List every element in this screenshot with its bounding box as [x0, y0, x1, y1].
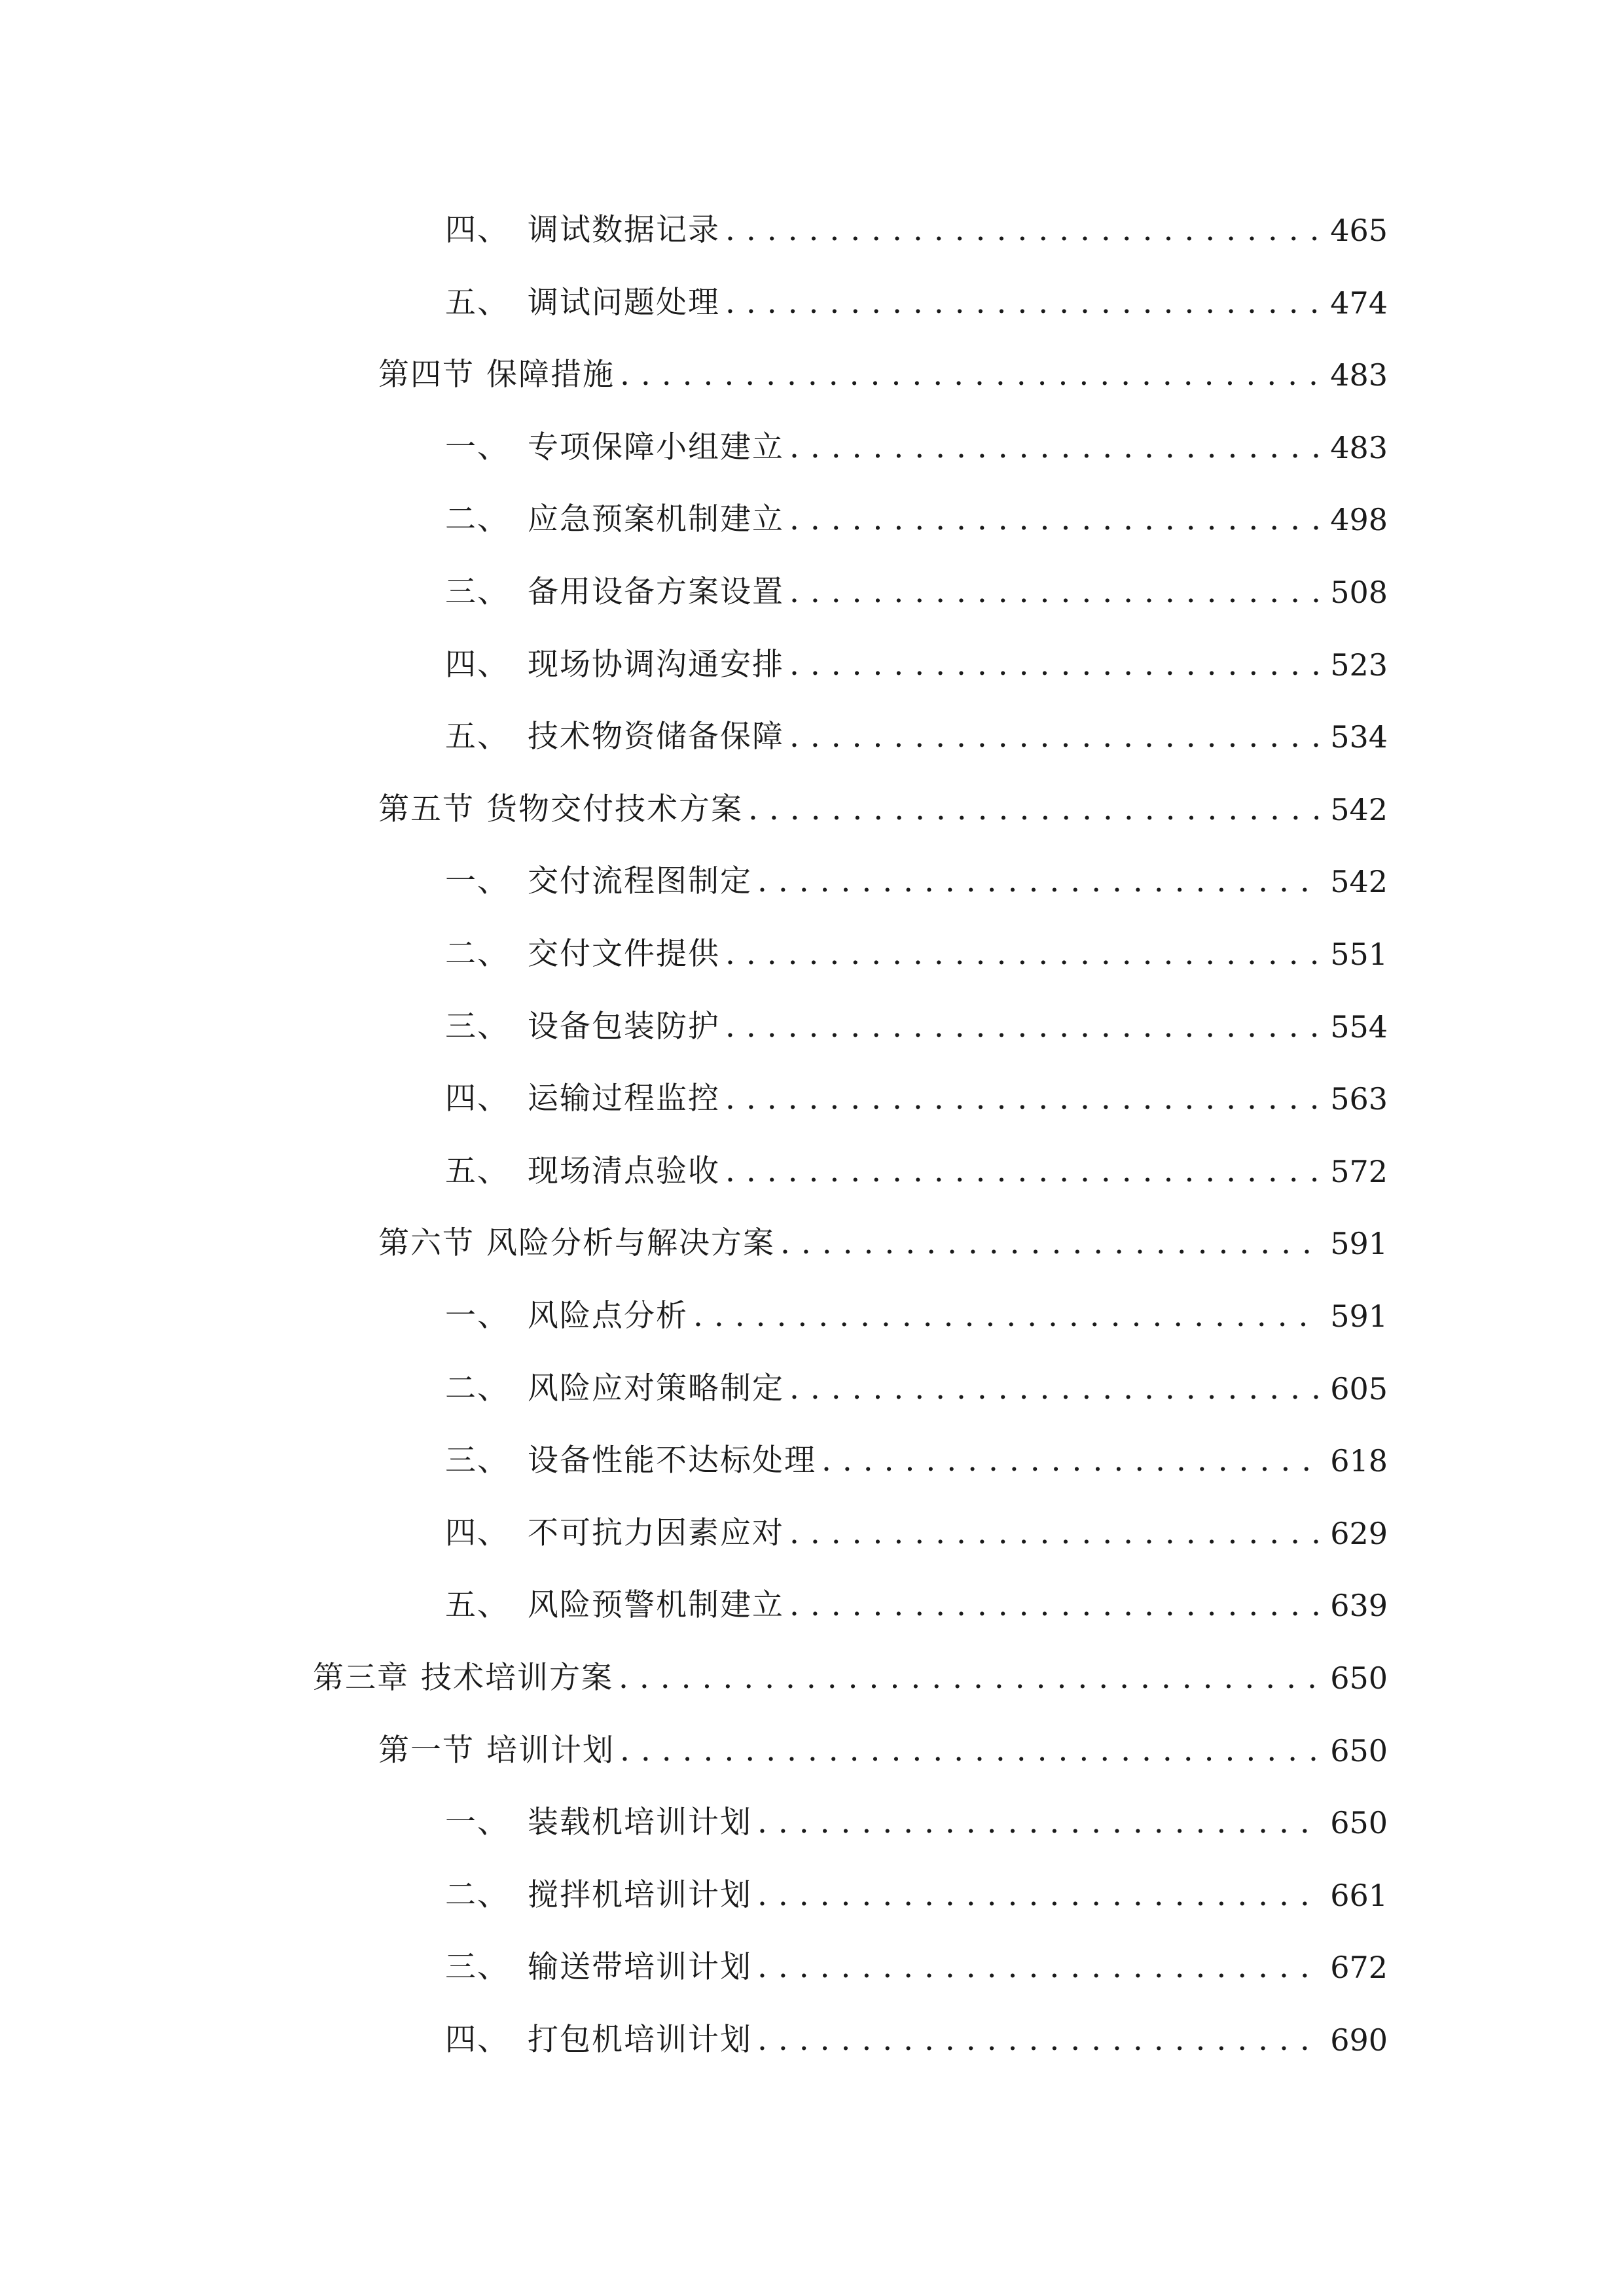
toc-dot-leader [789, 1579, 1318, 1632]
toc-entry-title: 交付文件提供 [528, 936, 720, 972]
toc-entry[interactable] [445, 1145, 1388, 1198]
toc-entry[interactable] [445, 1363, 1388, 1415]
toc-entry-label [445, 422, 784, 474]
toc-entry-label [445, 1435, 816, 1487]
toc-entry[interactable] [445, 1001, 1388, 1053]
toc-dot-leader [748, 783, 1318, 836]
toc-entry-page-number: 672 [1330, 1950, 1388, 1985]
toc-entry-title: 打包机培训计划 [528, 2022, 752, 2058]
toc-entry-number: 二、 [445, 936, 509, 972]
toc-dot-leader [821, 1435, 1318, 1487]
toc-entry-title: 装载机培训计划 [528, 1804, 752, 1840]
toc-entry-title: 设备性能不达标处理 [528, 1443, 816, 1479]
toc-entry-number: 四、 [445, 647, 509, 683]
toc-entry-title: 现场协调沟通安排 [528, 647, 784, 683]
toc-entry-page-number: 650 [1330, 1805, 1388, 1840]
toc-entry-number: 四、 [445, 212, 509, 248]
toc-entry-label [445, 855, 752, 908]
toc-entry-label [445, 1869, 752, 1922]
toc-entry-page-number: 639 [1330, 1588, 1388, 1623]
toc-entry-label [445, 639, 784, 691]
toc-dot-leader [620, 1725, 1318, 1777]
toc-dot-leader [789, 711, 1318, 763]
toc-entry-label [313, 1652, 613, 1704]
toc-dot-leader [789, 566, 1318, 619]
toc-entry-title: 现场清点验收 [528, 1153, 720, 1189]
toc-dot-leader [725, 277, 1318, 329]
toc-entry-label [445, 1145, 720, 1198]
toc-entry-label [445, 1073, 720, 1125]
toc-entry-page-number: 650 [1330, 1733, 1388, 1768]
toc-entry-label [445, 928, 720, 980]
toc-entry-title: 设备包装防护 [528, 1009, 720, 1045]
toc-entry-number: 四、 [445, 1515, 509, 1551]
toc-entry-label [445, 204, 720, 257]
toc-entry-number: 五、 [445, 1153, 509, 1189]
toc-entry-label [445, 1579, 784, 1632]
toc-entry[interactable] [445, 1073, 1388, 1125]
toc-entry-title: 输送带培训计划 [528, 1949, 752, 1985]
toc-entry-label [445, 277, 720, 329]
toc-entry-label [445, 566, 784, 619]
toc-entry-title: 运输过程监控 [528, 1081, 720, 1117]
toc-entry[interactable] [378, 783, 1388, 836]
toc-entry-title: 交付流程图制定 [528, 863, 752, 899]
toc-dot-leader [780, 1217, 1318, 1270]
toc-entry[interactable] [445, 1941, 1388, 1994]
toc-entry-label [378, 1217, 775, 1270]
toc-entry-page-number: 542 [1330, 792, 1388, 827]
toc-entry[interactable] [378, 1725, 1388, 1777]
toc-entry-page-number: 591 [1330, 1226, 1388, 1261]
toc-entry[interactable] [445, 277, 1388, 329]
toc-entry-page-number: 690 [1330, 2022, 1388, 2058]
toc-entry-label [378, 783, 743, 836]
toc-entry-title: 保障措施 [486, 357, 615, 393]
toc-entry[interactable] [445, 1290, 1388, 1342]
toc-dot-leader [725, 1145, 1318, 1198]
toc-entry-number: 三、 [445, 1009, 509, 1045]
toc-dot-leader [725, 1073, 1318, 1125]
toc-entry[interactable] [445, 1579, 1388, 1632]
toc-entry-page-number: 605 [1330, 1371, 1388, 1407]
toc-entry[interactable] [445, 2014, 1388, 2066]
toc-entry-title: 货物交付技术方案 [486, 791, 743, 827]
toc-entry-page-number: 465 [1330, 213, 1388, 248]
toc-entry-title: 培训计划 [486, 1732, 615, 1768]
toc-entry-label [378, 349, 615, 401]
toc-entry-label [445, 2014, 752, 2066]
toc-dot-leader [789, 493, 1318, 546]
toc-entry-page-number: 563 [1330, 1081, 1388, 1117]
toc-entry-number: 五、 [445, 1587, 509, 1623]
toc-entry-page-number: 523 [1330, 647, 1388, 683]
toc-entry-page-number: 483 [1330, 357, 1388, 393]
toc-entry-number: 五、 [445, 719, 509, 755]
toc-dot-leader [789, 1507, 1318, 1560]
toc-entry-title: 专项保障小组建立 [528, 429, 784, 465]
toc-entry-number: 二、 [445, 1371, 509, 1407]
toc-entry-number: 三、 [445, 574, 509, 610]
toc-dot-leader [693, 1290, 1318, 1342]
toc-entry-number: 第五节 [378, 791, 475, 827]
toc-dot-leader [725, 1001, 1318, 1053]
toc-dot-leader [725, 928, 1318, 980]
toc-entry-title: 风险点分析 [528, 1298, 688, 1334]
toc-entry-number: 一、 [445, 1804, 509, 1840]
toc-entry[interactable] [445, 1507, 1388, 1560]
toc-entry-page-number: 661 [1330, 1878, 1388, 1913]
toc-entry-page-number: 534 [1330, 719, 1388, 755]
toc-entry-label [445, 1001, 720, 1053]
toc-entry[interactable] [445, 1435, 1388, 1487]
toc-entry-page-number: 618 [1330, 1443, 1388, 1479]
toc-entry-title: 调试数据记录 [528, 212, 720, 248]
toc-entry-number: 一、 [445, 863, 509, 899]
toc-entry-number: 三、 [445, 1949, 509, 1985]
toc-dot-leader [757, 1869, 1318, 1922]
toc-dot-leader [757, 1941, 1318, 1994]
toc-entry-number: 第六节 [378, 1225, 475, 1261]
toc-entry-label [445, 1290, 688, 1342]
toc-dot-leader [725, 204, 1318, 257]
toc-entry-label [445, 1507, 784, 1560]
toc-entry-page-number: 572 [1330, 1154, 1388, 1189]
toc-entry-page-number: 650 [1330, 1660, 1388, 1696]
toc-entry-number: 一、 [445, 429, 509, 465]
toc-entry-title: 不可抗力因素应对 [528, 1515, 784, 1551]
toc-entry[interactable] [445, 928, 1388, 980]
toc-entry[interactable] [445, 493, 1388, 546]
toc-dot-leader [757, 855, 1318, 908]
toc-entry-title: 调试问题处理 [528, 285, 720, 321]
toc-entry-number: 二、 [445, 501, 509, 537]
toc-entry-label [445, 1797, 752, 1849]
toc-entry-label [378, 1725, 615, 1777]
toc-entry-number: 第四节 [378, 357, 475, 393]
toc-entry-page-number: 554 [1330, 1009, 1388, 1045]
toc-entry-page-number: 483 [1330, 430, 1388, 465]
toc-entry[interactable] [378, 1217, 1388, 1270]
toc-entry[interactable] [445, 639, 1388, 691]
toc-entry[interactable] [445, 1869, 1388, 1922]
toc-entry-number: 二、 [445, 1877, 509, 1913]
toc-entry[interactable] [445, 566, 1388, 619]
toc-dot-leader [789, 639, 1318, 691]
toc-dot-leader [789, 422, 1318, 474]
toc-entry-number: 一、 [445, 1298, 509, 1334]
toc-dot-leader [757, 2014, 1318, 2066]
toc-entry-page-number: 508 [1330, 575, 1388, 610]
toc-entry[interactable] [445, 1797, 1388, 1849]
toc-dot-leader [620, 349, 1318, 401]
toc-entry-page-number: 629 [1330, 1516, 1388, 1551]
toc-entry-title: 搅拌机培训计划 [528, 1877, 752, 1913]
toc-entry-title: 备用设备方案设置 [528, 574, 784, 610]
toc-entry[interactable] [445, 204, 1388, 257]
toc-entry-label [445, 1941, 752, 1994]
toc-entry-label [445, 711, 784, 763]
toc-dot-leader [619, 1652, 1318, 1704]
toc-entry-title: 风险预警机制建立 [528, 1587, 784, 1623]
toc-entry-page-number: 591 [1330, 1299, 1388, 1334]
toc-dot-leader [757, 1797, 1318, 1849]
toc-entry-number: 五、 [445, 285, 509, 321]
toc-entry-title: 技术培训方案 [421, 1660, 613, 1696]
toc-entry-title: 技术物资储备保障 [528, 719, 784, 755]
toc-entry-title: 应急预案机制建立 [528, 501, 784, 537]
toc-entry-title: 风险分析与解决方案 [486, 1225, 775, 1261]
toc-entry[interactable] [445, 855, 1388, 908]
toc-entry-number: 四、 [445, 1081, 509, 1117]
toc-entry-page-number: 542 [1330, 864, 1388, 899]
toc-entry-title: 风险应对策略制定 [528, 1371, 784, 1407]
toc-entry-label [445, 1363, 784, 1415]
toc-entry-label [445, 493, 784, 546]
toc-entry-number: 第一节 [378, 1732, 475, 1768]
toc-entry-page-number: 551 [1330, 937, 1388, 972]
toc-entry-number: 第三章 [313, 1660, 409, 1696]
toc-entry[interactable] [313, 1652, 1388, 1704]
toc-entry-page-number: 498 [1330, 502, 1388, 537]
toc-entry[interactable] [378, 349, 1388, 401]
toc-entry[interactable] [445, 422, 1388, 474]
toc-entry[interactable] [445, 711, 1388, 763]
toc-entry-page-number: 474 [1330, 285, 1388, 321]
toc-entry-number: 四、 [445, 2022, 509, 2058]
toc-entry-number: 三、 [445, 1443, 509, 1479]
toc-dot-leader [789, 1363, 1318, 1415]
